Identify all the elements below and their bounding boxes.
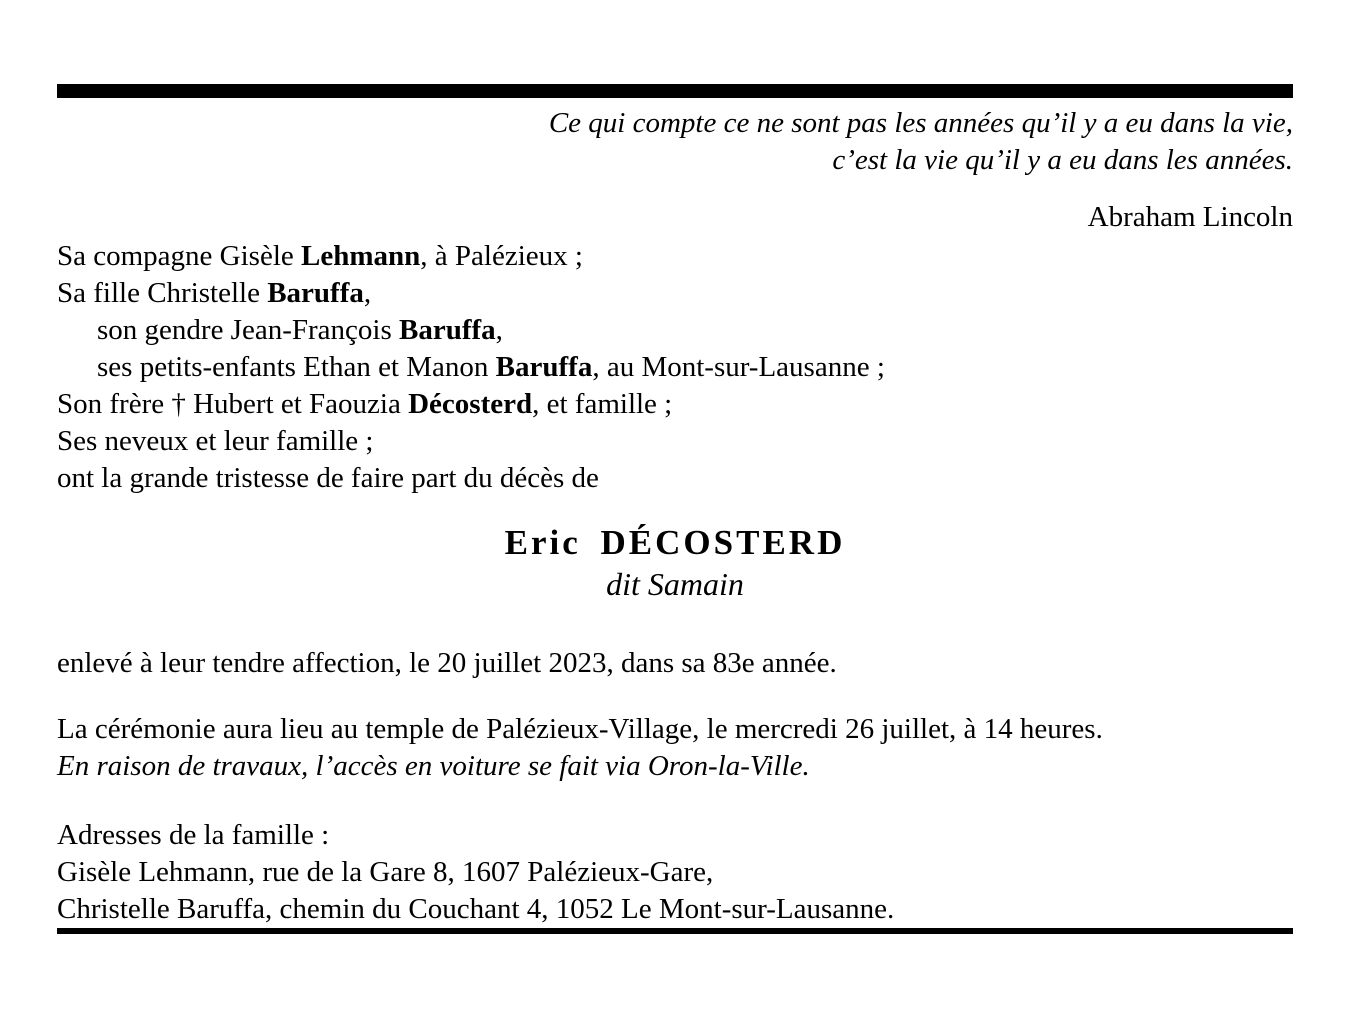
access-note-line: En raison de travaux, l’accès en voiture se fait via Oron-la-Ville. — [57, 750, 810, 782]
family-line-text: , — [363, 277, 372, 309]
bottom-rule-divider — [57, 928, 1293, 934]
family-line-grandchildren — [57, 349, 1293, 386]
family-list — [57, 238, 1293, 497]
family-surname: Décosterd — [408, 388, 533, 420]
family-line-nephews — [57, 423, 1293, 460]
address-line-2: Christelle Baruffa, chemin du Couchant 4, 1052 Le Mont-sur-Lausanne. — [57, 893, 895, 925]
family-line-son-in-law — [57, 312, 1293, 349]
epigraph-quote — [57, 105, 1293, 179]
notice-content — [57, 0, 1293, 934]
family-line-text: Sa fille Christelle — [57, 277, 268, 309]
family-line-text: son gendre Jean-François — [97, 314, 399, 346]
family-line-text: Son frère † Hubert et Faouzia — [57, 388, 409, 420]
addresses-block — [57, 817, 1293, 928]
ceremony-line: La cérémonie aura lieu au temple de Palézieux-Village, le mercredi 26 juillet, à 14 heures. — [57, 713, 1103, 745]
top-rule-divider — [57, 84, 1293, 98]
family-line-text: Sa compagne Gisèle — [57, 240, 302, 272]
family-line-text: , et famille ; — [532, 388, 673, 420]
family-line-text: , à Palézieux ; — [420, 240, 583, 272]
deceased-alias: dit Samain — [606, 566, 744, 602]
quote-attribution: Abraham Lincoln — [1087, 201, 1293, 233]
family-line-companion — [57, 238, 1293, 275]
quote-line-1: Ce qui compte ce ne sont pas les années qu’il y a eu dans la vie, — [548, 107, 1293, 139]
deceased-name: Eric DÉCOSTERD — [504, 523, 846, 562]
family-line-text: ont la grande tristesse de faire part du décès de — [57, 462, 599, 494]
family-surname: Lehmann — [301, 240, 421, 272]
address-line-1: Gisèle Lehmann, rue de la Gare 8, 1607 Palézieux-Gare, — [57, 856, 714, 888]
family-line-text: ses petits-enfants Ethan et Manon — [97, 351, 496, 383]
family-line-text: , — [495, 314, 503, 346]
family-surname: Baruffa — [495, 351, 593, 383]
family-line-daughter — [57, 275, 1293, 312]
family-surname: Baruffa — [267, 277, 364, 309]
announcement-line — [57, 460, 1293, 497]
family-line-brother — [57, 386, 1293, 423]
family-surname: Baruffa — [399, 314, 496, 346]
ceremony-paragraph — [57, 711, 1293, 785]
quote-line-2: c’est la vie qu’il y a eu dans les années. — [832, 144, 1293, 176]
family-line-text: Ses neveux et leur famille ; — [57, 425, 374, 457]
addresses-title: Adresses de la famille : — [57, 819, 330, 851]
death-date-line: enlevé à leur tendre affection, le 20 juillet 2023, dans sa 83e année. — [57, 647, 837, 679]
family-line-text: , au Mont-sur-Lausanne ; — [592, 351, 885, 383]
